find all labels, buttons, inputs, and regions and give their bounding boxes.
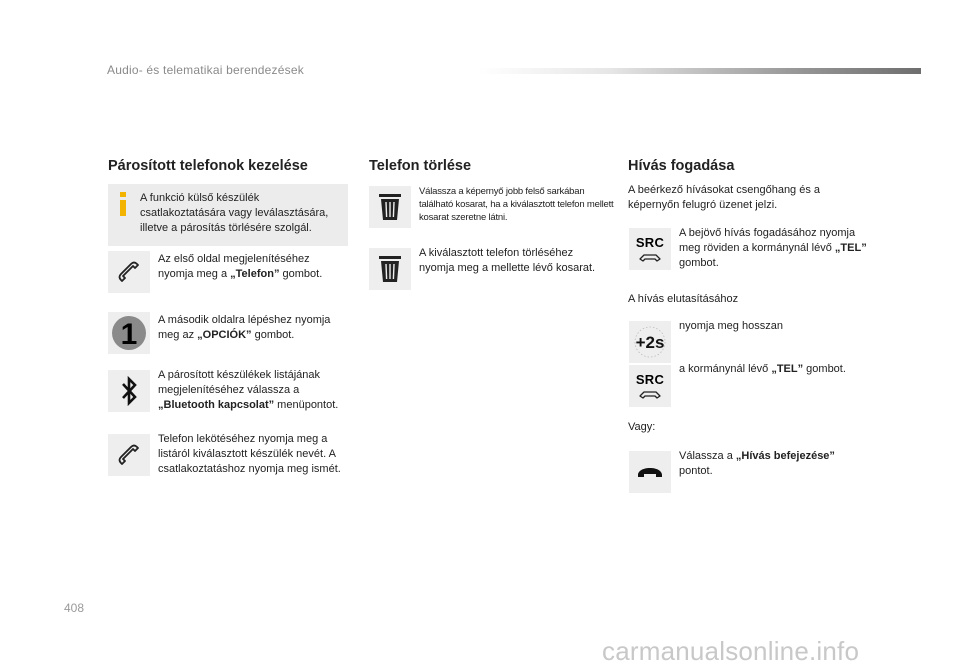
step-connect: Telefon lekötéséhez nyomja meg a listáról kiválasztott készülék nevét. A csatlakoztatáshoz nyomja meg ismét.	[158, 433, 341, 475]
hold-duration-label: +2s	[635, 333, 665, 352]
reject-tel-text: a kormánynál lévő „TEL” gombot.	[679, 363, 846, 375]
step-bluetooth: A párosított készülékek listájának megjelenítéséhez válassza a „Bluetooth kapcsolat” menüpontot.	[158, 369, 339, 411]
col1-heading: Párosított telefonok kezelése	[108, 158, 308, 174]
step-number: 1	[120, 318, 138, 351]
trash-icon	[369, 248, 411, 290]
delete-step-2: A kiválasztott telefon törléséhez nyomja meg a mellette lévő kosarat.	[419, 247, 596, 274]
src-button-icon	[629, 365, 671, 407]
hold-text: nyomja meg hosszan	[679, 320, 783, 332]
page-number: 408	[64, 601, 85, 615]
hold-2s-icon	[629, 321, 671, 363]
incoming-intro: A beérkező hívásokat csengőhang és a képernyőn felugró üzenet jelzi.	[628, 184, 821, 211]
src-label: SRC	[635, 235, 665, 250]
section-title: Audio- és telematikai berendezések	[107, 63, 304, 77]
trash-icon	[369, 186, 411, 228]
step-number-icon	[108, 312, 150, 354]
src-button-icon	[629, 228, 671, 270]
info-text: A funkció külső készülék csatlakoztatására vagy leválasztására, illetve a párosítás törlésére szolgál.	[140, 192, 329, 234]
delete-step-1: Válassza a képernyő jobb felső sarkában található kosarat, ha a kiválasztott telefon mellett kosarat szeretne látni.	[419, 186, 614, 223]
header-divider	[478, 68, 921, 74]
info-box	[108, 184, 348, 246]
watermark: carmanualsonline.info	[602, 636, 860, 666]
info-icon	[116, 192, 130, 216]
src-label: SRC	[635, 372, 665, 387]
phone-button-icon	[108, 251, 150, 293]
bluetooth-icon	[108, 370, 150, 412]
hang-up-icon	[629, 451, 671, 493]
reject-intro: A hívás elutasításához	[628, 293, 739, 305]
end-call-text: Válassza a „Hívás befejezése” pontot.	[679, 450, 835, 477]
col3-heading: Hívás fogadása	[628, 158, 735, 174]
or-label: Vagy:	[628, 421, 656, 433]
accept-call-text: A bejövő hívás fogadásához nyomja meg röviden a kormánynál lévő „TEL” gombot.	[679, 227, 867, 269]
phone-device-icon	[108, 434, 150, 476]
step-options: A második oldalra lépéshez nyomja meg az „OPCIÓK” gombot.	[158, 314, 331, 341]
step-open-phone: Az első oldal megjelenítéséhez nyomja meg a „Telefon” gombot.	[158, 253, 323, 280]
col2-heading: Telefon törlése	[369, 158, 472, 174]
